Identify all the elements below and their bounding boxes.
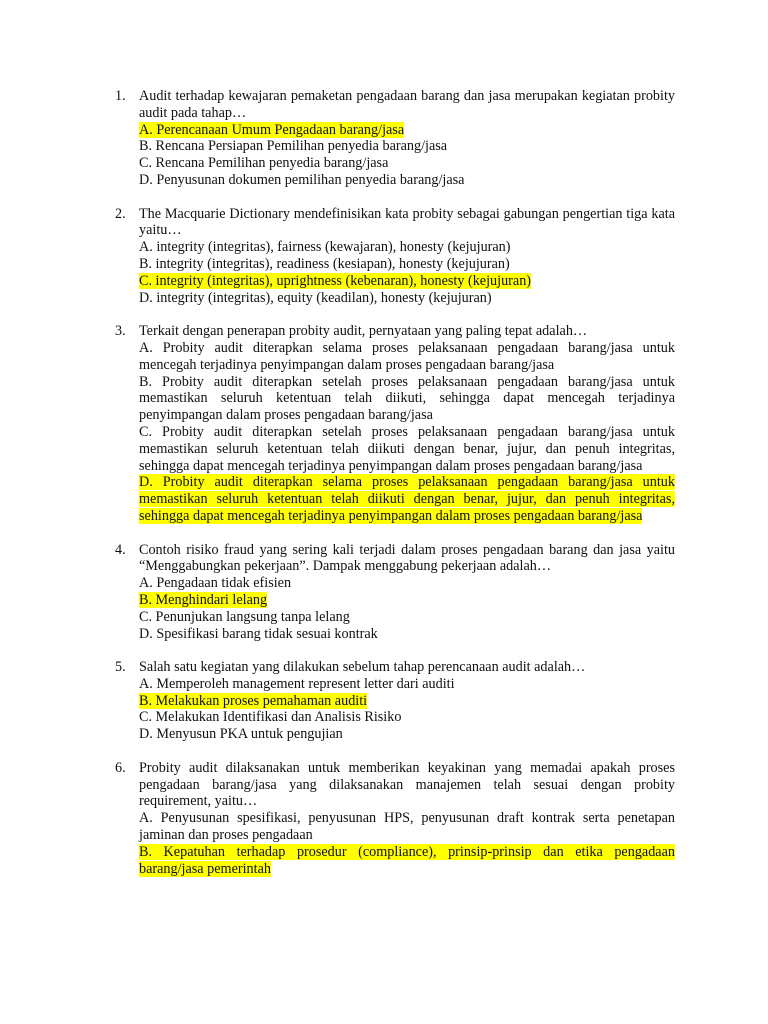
answer-option-text: A. Probity audit diterapkan selama proses pelaksanaan pengadaan barang/jasa untuk mencegah terjadinya penyimpangan dalam proses pengadaan barang/jasa [139,339,675,373]
question-text: Terkait dengan penerapan probity audit, pernyataan yang paling tepat adalah… [139,323,588,340]
question-item [115,88,675,189]
question-text: Contoh risiko fraud yang sering kali terjadi dalam proses pengadaan barang dan jasa yaitu “Menggabungkan pekerjaan”. Dampak menggabung pekerjaan adalah… [139,541,675,575]
answer-option-text: B. Melakukan proses pemahaman auditi [139,692,368,709]
answer-option-text: B. Menghindari lelang [139,591,268,608]
question-text: Probity audit dilaksanakan untuk memberikan keyakinan yang memadai apakah proses pengadaan barang/jasa yang dilaksanakan manajemen telah sesuai dengan probity requirement, yaitu… [139,759,675,810]
question-item [115,659,675,743]
question-item [115,323,675,525]
answer-option [139,374,675,424]
answer-option-text: C. Rencana Pemilihan penyedia barang/jasa [139,155,389,172]
question-item [115,760,675,878]
answer-option [139,239,675,256]
question-number: 6. [115,759,126,776]
answer-option [139,609,675,626]
answer-option [139,626,675,643]
question-item [115,206,675,307]
answer-option-text: A. Perencanaan Umum Pengadaan barang/jasa [139,121,405,138]
answer-option-text: C. Penunjukan langsung tanpa lelang [139,608,350,625]
answer-option-highlighted [139,693,675,710]
document-body [115,88,675,894]
answer-option-highlighted [139,122,675,139]
question-number: 1. [115,88,126,104]
question-text: Audit terhadap kewajaran pemaketan pengadaan barang dan jasa merupakan kegiatan probity audit pada tahap… [139,88,675,121]
answer-option-text: C. integrity (integritas), uprightness (kebenaran), honesty (kejujuran) [139,272,532,289]
answer-option [139,424,675,474]
answer-option [139,575,675,592]
answer-option-highlighted [139,592,675,609]
answer-option-text: D. Probity audit diterapkan selama proses pelaksanaan pengadaan barang/jasa untuk memastikan seluruh ketentuan telah diikuti dengan benar, jujur, dan penuh integritas, sehingga dapat mencegah terjadinya penyimpangan dalam proses pengadaan barang/jasa [139,474,675,524]
answer-option [139,709,675,726]
answer-option-text: A. Penyusunan spesifikasi, penyusunan HPS, penyusunan draft kontrak serta penetapan jaminan dan proses pengadaan [139,810,675,844]
answer-option-text: C. Probity audit diterapkan setelah proses pelaksanaan pengadaan barang/jasa untuk memastikan seluruh ketentuan telah diikuti dengan benar, jujur, dan penuh integritas, sehingga dapat mencegah terjadinya penyimpangan dalam proses pengadaan barang/jasa [139,423,675,474]
answer-option [139,256,675,273]
question-text: The Macquarie Dictionary mendefinisikan kata probity sebagai gabungan pengertian tiga kata yaitu… [139,205,675,239]
answer-option-text: A. Pengadaan tidak efisien [139,575,292,592]
answer-option-text: D. integrity (integritas), equity (keadilan), honesty (kejujuran) [139,289,492,306]
question-text: Salah satu kegiatan yang dilakukan sebelum tahap perencanaan audit adalah… [139,659,586,676]
answer-option-text: A. integrity (integritas), fairness (kewajaran), honesty (kejujuran) [139,239,511,256]
answer-option-text: C. Melakukan Identifikasi dan Analisis Risiko [139,709,402,726]
question-number: 3. [115,323,126,340]
answer-option [139,155,675,172]
answer-option-text: B. integrity (integritas), readiness (kesiapan), honesty (kejujuran) [139,255,510,272]
question-number: 4. [115,541,126,558]
answer-option [139,290,675,307]
answer-option-text: B. Kepatuhan terhadap prosedur (compliance), prinsip-prinsip dan etika pengadaan barang/jasa pemerintah [139,843,675,877]
answer-option-text: D. Penyusunan dokumen pemilihan penyedia barang/jasa [139,171,465,188]
answer-option [139,726,675,743]
answer-option [139,810,675,844]
answer-option-highlighted [139,273,675,290]
answer-option-highlighted [139,474,675,524]
answer-option-text: B. Probity audit diterapkan setelah proses pelaksanaan pengadaan barang/jasa untuk memastikan seluruh ketentuan telah diikuti, sehingga dapat mencegah terjadinya penyimpangan dalam proses pengadaan barang/jasa [139,373,675,424]
answer-option-text: B. Rencana Persiapan Pemilihan penyedia barang/jasa [139,138,448,155]
answer-option [139,340,675,374]
answer-option-text: D. Menyusun PKA untuk pengujian [139,726,343,743]
question-number: 5. [115,659,126,676]
question-number: 2. [115,205,126,222]
answer-option-highlighted [139,844,675,878]
question-item [115,542,675,643]
answer-option-text: A. Memperoleh management represent letter dari auditi [139,675,455,692]
answer-option [139,138,675,155]
answer-option [139,676,675,693]
answer-option-text: D. Spesifikasi barang tidak sesuai kontrak [139,625,378,642]
answer-option [139,172,675,189]
